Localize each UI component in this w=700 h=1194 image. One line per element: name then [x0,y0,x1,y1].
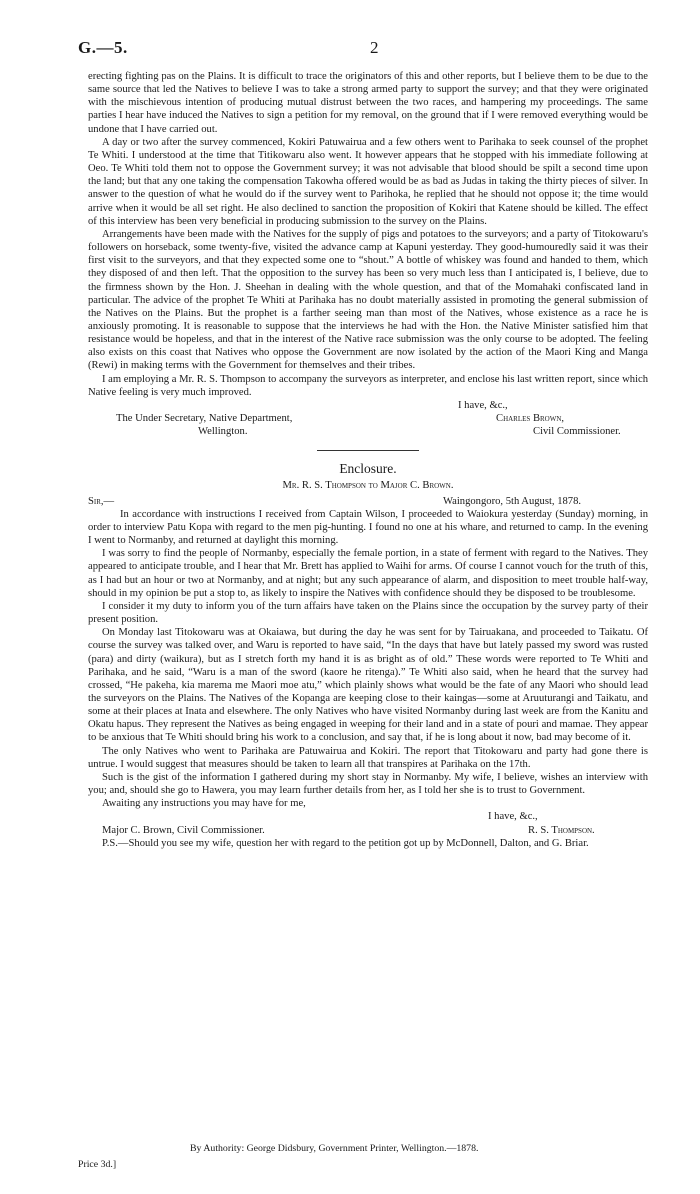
document-body [88,70,648,850]
report-paragraph: Arrangements have been made with the Natives for the supply of pigs and potatoes to the surveyors; and a party of Titokowaru's followers on horseback, some twenty-five, visited the advance camp at Kapuni yesterday. They good-humouredly said it was their first visit to the surveyors, and that they expected some one to “shout.” A bottle of whiskey was found and handed to them, which they disposed of and then left. That the opposition to the survey has been so very much less than I anticipated is, I believe, due to the firmness shown by the Hon. J. Sheehan in dealing with the whole question, and that of the Momahaki confiscated land in particular. The advice of the prophet Te Whiti at Parihaka has no doubt materially assisted in promoting the general submission of the Natives on the Plains. But the prophet is a farther seeing man than most of the Natives, whose existence as a race he is anxiously promoting. It is reasonable to suppose that the interviews he had with the Hon. the Native Minister satisfied him that resistance would be hopeless, and that in the interest of the Native race submission was the only course to be adopted. The feeling also exists on this coast that Natives who oppose the Government are now isolated by the action of the Maori King and Manga (Rewi) in making terms with the Government for themselves and their tribes. [88,228,648,372]
report-paragraph: I am employing a Mr. R. S. Thompson to accompany the surveyors as interpreter, and enclose his last written report, since which Native feeling is very much improved. [88,373,649,398]
enclosure-subtitle: Mr. R. S. Thompson to Major C. Brown. [282,480,454,492]
page-number: 2 [370,38,379,57]
report-paragraph: erecting fighting pas on the Plains. It is difficult to trace the originators of this and other reports, but I believe them to be due to the same source that led the Natives to believe I was to take a strong armed party to support the survey; and that they were originated with the mischievous intention of producing mutual distrust between the two races, and hampering my proceedings. The same parties I hear have induced the Natives to sign a petition for my removal, on the ground that if I were removed everything would be undone that I have carried out. [88,71,648,135]
report-addressee-city: Wellington. [198,426,248,438]
enclosure-addressee: Major C. Brown, Civil Commissioner. [102,824,265,836]
section-divider [317,450,419,451]
enclosure-heading-line [88,495,648,508]
enclosure-title: Enclosure. [339,461,397,477]
printer-authority: By Authority: George Didsbury, Government Printer, Wellington.—1878. [190,1143,479,1154]
report-addressee: The Under Secretary, Native Department, [116,413,293,425]
enclosure-paragraph: On Monday last Titokowaru was at Okaiawa, but during the day he was sent for by Tairuakana, and proceeded to Taikatu. Of course the survey was talked over, and Waru is reported to have said, “In the days that have but lately passed my sword was rusted (para) and dirty (waikura), but as I stretch forth my hand it is as bright as of old.” These words were reported to Te Whiti and Parihaka, and he said, “Waru is a man of the sword (kaore he ritenga).” Te Whiti also said, when he heard that the survey had crossed, “He pakeha, kia marema me Maori moe atu,” which plainly shows what would be the fate of any Maori who should lead the surveyors on the Plains. The Natives of the Kopanga are keeping close to their kaingas—some at Aruuturangi and Taikatu, and some at their places at Inata and elsewhere. The only Natives who have visited Normanby during last week are from the Kanitu and Okatu hapus. They represent the Natives as being engaged in weeping for their land and in a state of pouri and mamae. They appear to be anxious that Te Whiti should bring his work to a conclusion, and say that, if he is long about it now, bad may become of it. [88,627,648,744]
report-paragraph: A day or two after the survey commenced, Kokiri Patuwairua and a few others went to Parihaka to seek counsel of the prophet Te Whiti. I understood at the time that Titikowaru also went. It however appears that he stopped with his immediate following at Oeo. Te Whiti told them not to oppose the Government survey; it was not advisable that blood should be spilt a second time upon the land; but that any one taking the compensation Takowha offered would be as bad as Judas in taking the thirty pieces of silver. In answer to the question of what he would do if the survey went to Parihoka, he replied that he should not oppose it; the time would arrive when it would be all set right. He also declined to sanction the proposition of Kokiri that Katene should be killed. The effect of this interview has been very beneficial in producing submission to the survey on the Plains. [88,136,648,227]
report-salutation: I have, &c., [458,399,508,411]
enclosure-paragraph: Such is the gist of the information I gathered during my short stay in Normanby. My wife, I believe, wishes an interview with you; and, should she go to Hawera, you may learn further details from her, as I told her she is to trust to Government. [88,771,648,797]
report-signature-line-2 [88,425,648,438]
enclosure-postscript: P.S.—Should you see my wife, question her with regard to the petition got up by McDonnell, Dalton, and G. Briar. [102,837,589,849]
enclosure-place-date: Waingongoro, 5th August, 1878. [443,495,582,507]
report-signer-title: Civil Commissioner. [533,426,621,438]
report-signature-line [88,412,648,425]
enclosure-signature-line [88,824,648,837]
enclosure-sir: Sir,— [88,495,115,507]
enclosure-salutation: I have, &c., [488,811,538,823]
report-signer-name: Charles Brown, [496,413,565,425]
enclosure-paragraph: In accordance with instructions I received from Captain Wilson, I proceeded to Waiokura yesterday (Sunday) morning, in order to interview Patu Kopa with regard to the men pig-hunting. I found no one at his whare, and returned to camp. In the evening I went to Normanby, and returned at daylight this morning. [88,508,648,547]
enclosure-paragraph: Awaiting any instructions you may have for me, [102,798,306,810]
enclosure-paragraph: I was sorry to find the people of Normanby, especially the female portion, in a state of ferment with regard to the Natives. They appeared to anticipate trouble, and I hear that Mr. Brett has applied to Waihi for arms. Of course I cannot vouch for the truth of this, as I had but an hour or two at Normanby, and at night; but any such appearance of alarm, and disposition to meet trouble half-way, should in my opinion be put a stop to, as likely to inspire the Natives with confidence should they be disposed to be troublesome. [88,548,648,599]
enclosure-paragraph: The only Natives who went to Parihaka are Patuwairua and Kokiri. The report that Titokowaru and party had gone there is untrue. I would suggest that measures should be taken to learn all that transpires at Parihaka on the 17th. [88,745,648,770]
document-reference: G.—5. [78,38,128,57]
enclosure-signer: R. S. Thompson. [528,824,595,836]
enclosure-paragraph: I consider it my duty to inform you of the turn affairs have taken on the Plains since the occupation by the survey party of their present position. [88,600,648,626]
report-salutation-line [88,399,648,412]
enclosure-salutation-line [88,810,648,823]
price-label: Price 3d.] [78,1159,117,1170]
